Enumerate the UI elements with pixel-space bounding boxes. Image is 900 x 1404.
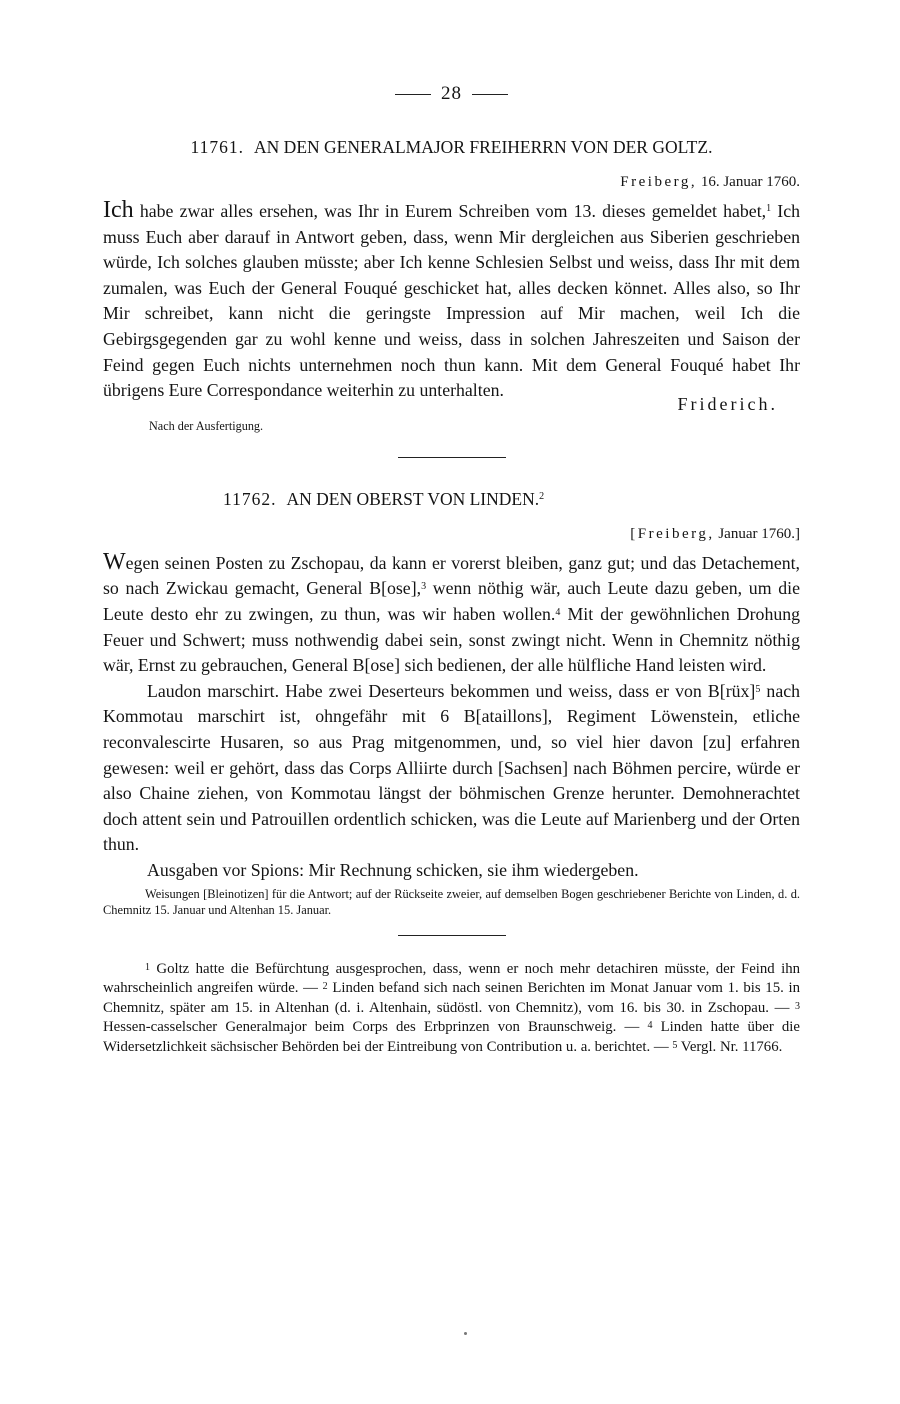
page-number-dash-left xyxy=(395,94,431,95)
date-place: Freiberg, xyxy=(620,174,698,190)
letter-dateline xyxy=(103,172,800,192)
letter-paragraph: Wegen seinen Posten zu Zschopau, da kann er vorerst bleiben, ganz gut; und das Detachement, so nach Zwickau gemacht, General B[ose],$^3$ wenn nöthig wär, auch Leute dazu geben, um die Leute desto ehr zu zwingen, zu thun, was wir haben wollen.$^4$ Mit der gewöhnlichen Drohung Feuer und Schwert; muss nothwendig dabei sein, sonst zwingt nicht. Wenn in Chemnitz nöthig wär, Ernst zu gebrauchen, General B[ose] sich bedienen, der alle hülfliche Hand leisten wird. xyxy=(103,548,801,676)
footnotes xyxy=(103,960,800,1057)
footnote-mark: 1 xyxy=(145,962,150,974)
footnote-marker: 5 xyxy=(755,683,761,695)
section-divider xyxy=(398,457,506,458)
letter-paragraph: Ausgaben vor Spions: Mir Rechnung schicken, sie ihm wiedergeben. xyxy=(147,859,639,880)
letter-number: 11761. xyxy=(190,137,245,157)
date: Januar 1760.] xyxy=(718,525,800,542)
letter-dateline xyxy=(103,524,800,544)
letter-paragraph: Laudon marschirt. Habe zwei Deserteurs bekommen und weiss, dass er von B[rüx]$^5$ nach Kommotau marschirt ist, ohngefähr mit 6 B[ataillons], Regiment Löwenstein, etliche reconvalescirte Husaren, so aus Prag mitgenommen, und, so viel hier davon [zu] erfahren gewesen: weil er gehört, dass das Corps Alliirte durch [Sachsen] nach Böhmen percire, würde er also Chaine ziehen, von Kommotau längst der böhmischen Grenze herunter. Demohnerachtet doch attent sein und Patrouillen ordentlich schicken, was die Leute auf Marienberg und der Orten thun. xyxy=(103,680,800,855)
letter-title: AN DEN GENERALMAJOR FREIHERRN VON DER GOLTZ. xyxy=(254,137,713,157)
footnote-marker: 2 xyxy=(539,490,545,502)
letter-body-11762 xyxy=(103,550,800,884)
footnote-divider xyxy=(398,935,506,936)
footnote-mark: 2 xyxy=(322,981,328,993)
letter-heading-11762 xyxy=(223,488,800,510)
footnote-text: Goltz hatte die Befürchtung ausgesprochen, dass, wenn er noch mehr detachiren müsste, der Feind ihn wahrscheinlich angreifen würde. — xyxy=(103,961,800,997)
footnote-mark: 4 xyxy=(647,1020,653,1032)
footnote-text: Hessen-casselscher Generalmajor beim Corps des Erbprinzen von Braunschweig. — xyxy=(103,1019,648,1036)
page-number-dash-right xyxy=(472,94,508,95)
footnote-block xyxy=(103,960,800,1057)
page-number-text: 28 xyxy=(441,83,462,104)
footnote-marker: 4 xyxy=(555,606,561,618)
first-letter: W xyxy=(103,548,126,575)
footnote-marker: 1 xyxy=(766,203,772,214)
letter-body-11761 xyxy=(103,198,800,404)
page-number xyxy=(103,82,800,106)
letter-title: AN DEN OBERST VON LINDEN. xyxy=(286,488,540,509)
editorial-note: Weisungen [Bleinotizen] für die Antwort; auf der Rückseite zweier, auf demselben Bogen geschriebener Berichte von Linden, d. d. Chemnitz 15. Januar und Altenhan 15. Januar. xyxy=(103,887,800,918)
footnote-text: Linden hatte über die Widersetzlichkeit sächsischer Behörden bei der Eintreibung von Contribution u. a. berichtet. — xyxy=(103,1019,800,1055)
letter-number: 11762. xyxy=(223,488,277,509)
date-place: [Freiberg, xyxy=(630,525,715,542)
footnote-mark: 5 xyxy=(672,1039,678,1051)
first-word: Ich xyxy=(103,197,134,223)
footnote-text: Vergl. Nr. 11766. xyxy=(677,1038,783,1055)
footnote-marker: 3 xyxy=(421,581,427,593)
footnote-mark: 3 xyxy=(795,1000,800,1012)
source-note: Nach der Ausfertigung. xyxy=(149,418,264,433)
letter-paragraph: Ich habe zwar alles ersehen, was Ihr in Eurem Schreiben vom 13. dieses gemeldet habet,$^1$ Ich muss Euch aber darauf in Antwort geben, dass, wenn Mir dergleichen aus Siberien geschrieben würde, Ich solches glauben müsste; aber Ich kenne Schlesien Selbst und weiss, dass Ihr mit dem zumalen, was Euch der General Fouqué geschicket hat, alles decken könnet. Alles also, so Ihr Mir schreibet, kann nicht die geringste Impression auf Mir machen, weil Ich die Gebirgsgegenden gar zu wohl kenne und weiss, dass in solchen Jahreszeiten und Saison der Feind gegen Euch nichts unternehmen noch thun kann. Mit dem General Fouqué habet Ihr übrigens Eure Correspondance weiterhin zu unterhalten. xyxy=(103,197,800,401)
print-speck xyxy=(464,1332,467,1335)
date: 16. Januar 1760. xyxy=(700,174,800,190)
footnote-text: Linden befand sich nach seinen Berichten im Monat Januar vom 1. bis 15. in Chemnitz, später am 15. in Altenhan (d. i. Altenhain, südöstl. von Chemnitz), vom 16. bis 30. in Zschopau. — xyxy=(103,980,800,1016)
letter-heading-11761 xyxy=(103,136,800,158)
book-page xyxy=(103,82,800,1057)
signature: Friderich. xyxy=(677,393,778,414)
